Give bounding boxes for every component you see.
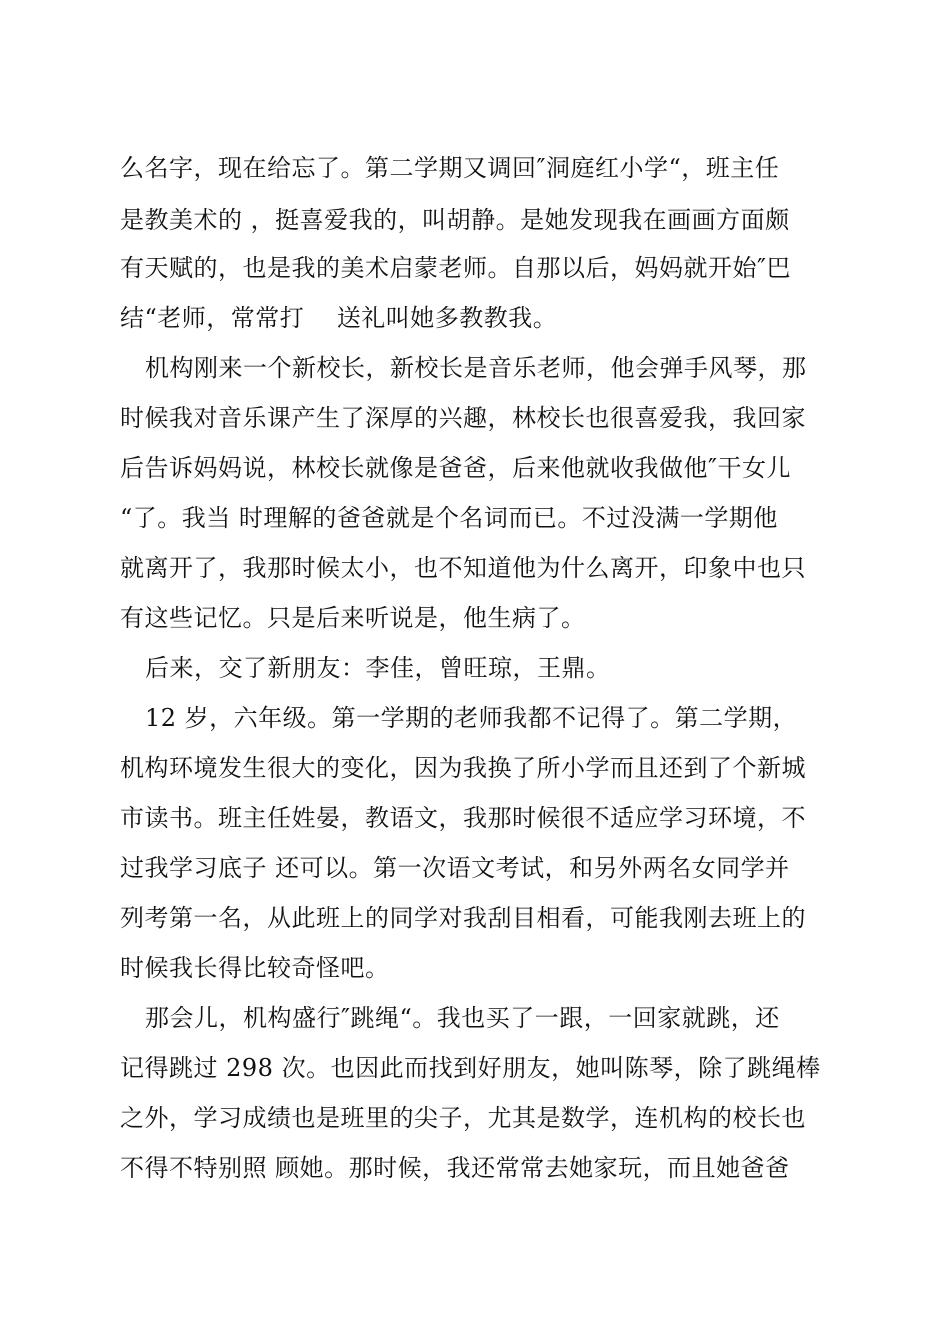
- paragraph-start-line: 机构刚来一个新校长，新校长是音乐老师，他会弹手风琴，那: [145, 354, 807, 382]
- text-line: 记得跳过 298 次。也因此而找到好朋友，她叫陈琴，除了跳绳棒: [120, 1054, 821, 1082]
- text-line: 么名字，现在给忘了。第二学期又调回″洞庭红小学“，班主任: [120, 154, 780, 182]
- text-line: 不得不特别照 顾她。那时候，我还常常去她家玩，而且她爸爸: [120, 1154, 790, 1182]
- text-line: “了。我当 时理解的爸爸就是个名词而已。不过没满一学期他: [120, 504, 778, 532]
- text-line: 后告诉妈妈说，林校长就像是爸爸，后来他就收我做他″干女儿: [120, 454, 791, 482]
- text-line: 之外，学习成绩也是班里的尖子，尤其是数学，连机构的校长也: [120, 1104, 806, 1132]
- paragraph-start-line: 那会儿，机构盛行″跳绳“。我也买了一跟，一回家就跳，还: [145, 1004, 780, 1032]
- text-line: 就离开了，我那时候太小，也不知道他为什么离开，印象中也只: [120, 554, 806, 582]
- text-line: 时候我对音乐课产生了深厚的兴趣，林校长也很喜爱我，我回家: [120, 404, 806, 432]
- text-line: 机构环境发生很大的变化，因为我换了所小学而且还到了个新城: [120, 754, 806, 782]
- text-line: 时候我长得比较奇怪吧。: [120, 954, 390, 982]
- text-line: 市读书。班主任姓晏，教语文，我那时候很不适应学习环境，不: [120, 804, 806, 832]
- text-line: 有这些记忆。只是后来听说是，他生病了。: [120, 604, 586, 632]
- text-line: 结“老师，常常打 送礼叫她多教教我。: [120, 304, 558, 332]
- text-line: 是教美术的 ，挺喜爱我的，叫胡静。是她发现我在画画方面颇: [120, 206, 790, 234]
- paragraph-start-line: 后来，交了新朋友：李佳，曾旺琼，王鼎。: [145, 654, 611, 682]
- text-line: 列考第一名，从此班上的同学对我刮目相看，可能我刚去班上的: [120, 904, 806, 932]
- text-line: 有天赋的，也是我的美术启蒙老师。自那以后，妈妈就开始″巴: [120, 254, 791, 282]
- text-line: 过我学习底子 还可以。第一次语文考试，和另外两名女同学并: [120, 854, 790, 882]
- paragraph-start-line: 12 岁，六年级。第一学期的老师我都不记得了。第二学期，: [145, 704, 798, 732]
